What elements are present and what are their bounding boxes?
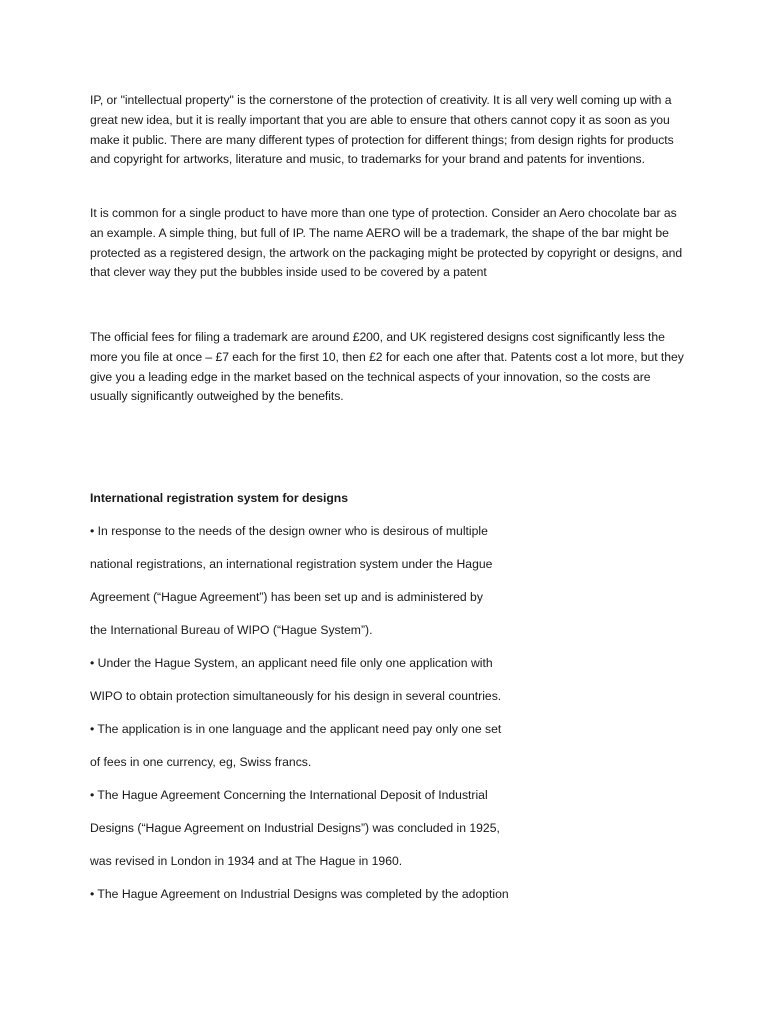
paragraph-aero-example: It is common for a single product to have more than one type of protection. Consider an Aero chocolate bar as an example. A simple thing, but full of IP. The name AERO will be a trademark, the shape of the bar might be protected as a registered design, the artwork on the packaging might be protected by copyright or designs, and that clever way they put the bubbles inside used to be covered by a patent — [90, 206, 683, 280]
paragraph-ip-intro: IP, or "intellectual property" is the cornerstone of the protection of creativity. It is all very well coming up with a great new idea, but it is really important that you are able to ensure that others cannot copy it as soon as you make it public. There are many different types of protection for different things; from design rights for products and copyright for artworks, literature and music, to trademarks for your brand and patents for inventions. — [90, 93, 674, 167]
section-line: Agreement (“Hague Agreement”) has been set up and is administered by — [90, 590, 483, 604]
section-line: • The Hague Agreement on Industrial Designs was completed by the adoption — [90, 887, 509, 901]
section-line: WIPO to obtain protection simultaneously for his design in several countries. — [90, 689, 502, 703]
section-line: • The Hague Agreement Concerning the International Deposit of Industrial — [90, 788, 488, 802]
section-line: Designs (“Hague Agreement on Industrial Designs”) was concluded in 1925, — [90, 821, 500, 835]
section-line: • The application is in one language and the applicant need pay only one set — [90, 722, 502, 736]
section-line: of fees in one currency, eg, Swiss francs. — [90, 755, 312, 769]
section-line: the International Bureau of WIPO (“Hague System”). — [90, 623, 373, 637]
section-heading: International registration system for designs — [90, 491, 349, 505]
section-line: • Under the Hague System, an applicant need file only one application with — [90, 656, 493, 670]
section-line: was revised in London in 1934 and at The Hague in 1960. — [90, 854, 403, 868]
paragraph-official-fees: The official fees for filing a trademark are around £200, and UK registered designs cost significantly less the more you file at once – £7 each for the first 10, then £2 for each one after that. Patents cost a lot more, but they give you a leading edge in the market based on the technical aspects of your innovation, so the costs are usually significantly outweighed by the benefits. — [90, 330, 684, 404]
section-line: national registrations, an international registration system under the Hague — [90, 557, 493, 571]
section-line: • In response to the needs of the design owner who is desirous of multiple — [90, 524, 488, 538]
